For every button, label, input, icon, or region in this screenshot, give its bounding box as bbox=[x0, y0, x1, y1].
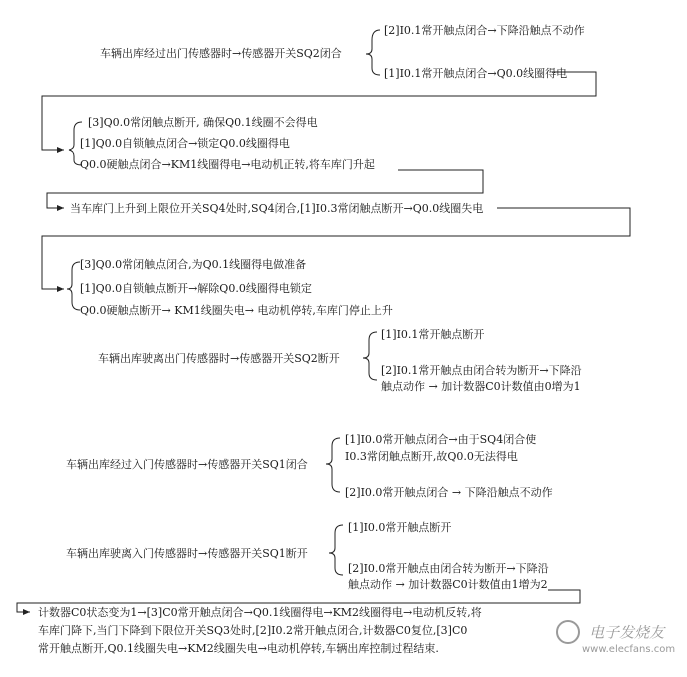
event-sq2-open: 车辆出库驶离出门传感器时→传感器开关SQ2断开 bbox=[98, 352, 340, 365]
event-sq1-close: 车辆出库经过入门传感器时→传感器开关SQ1闭合 bbox=[66, 458, 308, 471]
branch-2-i00-close: [2]I0.0常开触点闭合 → 下降沿触点不动作 bbox=[345, 486, 553, 499]
final-step-line-1: 计数器C0状态变为1→[3]C0常开触点闭合→Q0.1线圈得电→KM2线圈得电→电动机反转,将 bbox=[38, 606, 482, 619]
final-step-line-3: 常开触点断开,Q0.1线圈失电→KM2线圈失电→电动机停转,车辆出库控制过程结束. bbox=[38, 642, 439, 655]
step-q00-nc-close: [3]Q0.0常闭触点闭合,为Q0.1线圈得电做准备 bbox=[80, 258, 307, 271]
branch-2-i01-falling-edge: [2]I0.1常开触点由闭合转为断开→下降沿 bbox=[381, 364, 582, 377]
step-sq4-upper-limit: 当车库门上升到上限位开关SQ4处时,SQ4闭合,[1]I0.3常闭触点断开→Q0.0线圈失电 bbox=[70, 202, 484, 215]
branch-1-i03-open: I0.3常闭触点断开,故Q0.0无法得电 bbox=[345, 450, 518, 463]
brace-7 bbox=[329, 525, 343, 575]
step-q00-nc-open: [3]Q0.0常闭触点断开, 确保Q0.1线圈不会得电 bbox=[88, 116, 318, 129]
step-km1-motor-stop: Q0.0硬触点断开→ KM1线圈失电→ 电动机停转,车库门停止上升 bbox=[80, 304, 393, 317]
step-km1-motor-forward: Q0.0硬触点闭合→KM1线圈得电→电动机正转,将车库门升起 bbox=[80, 158, 375, 171]
branch-1-i01-close: [1]I0.1常开触点闭合→Q0.0线圈得电 bbox=[384, 67, 568, 80]
event-sq1-open: 车辆出库驶离入门传感器时→传感器开关SQ1断开 bbox=[66, 547, 308, 560]
connector-3-4 bbox=[42, 208, 630, 289]
branch-2-counter-c0-1: 触点动作 → 加计数器C0计数值由0增为1 bbox=[381, 380, 581, 393]
brace-5 bbox=[363, 332, 377, 380]
branch-1-i00-close: [1]I0.0常开触点闭合→由于SQ4闭合使 bbox=[345, 433, 537, 446]
brace-6 bbox=[326, 438, 340, 492]
watermark-logo-icon bbox=[556, 620, 580, 644]
branch-1-i01-open: [1]I0.1常开触点断开 bbox=[381, 328, 485, 341]
event-sq2-close: 车辆出库经过出门传感器时→传感器开关SQ2闭合 bbox=[100, 47, 342, 60]
final-step-line-2: 车库门降下,当门下降到下限位开关SQ3处时,[2]I0.2常开触点闭合,计数器C0复位,[3]C0 bbox=[38, 624, 468, 637]
branch-2-counter-c0-2: 触点动作 → 加计数器C0计数值由1增为2 bbox=[348, 578, 548, 591]
watermark-brand: 电子发烧友 bbox=[589, 623, 665, 642]
brace-1 bbox=[366, 30, 380, 75]
branch-1-i00-open: [1]I0.0常开触点断开 bbox=[348, 521, 452, 534]
step-q00-latch-close: [1]Q0.0自锁触点闭合→锁定Q0.0线圈得电 bbox=[80, 137, 290, 150]
brace-4 bbox=[67, 262, 80, 310]
watermark bbox=[556, 620, 675, 655]
branch-2-i01-close: [2]I0.1常开触点闭合→下降沿触点不动作 bbox=[384, 24, 585, 37]
watermark-url: www.elecfans.com bbox=[582, 644, 676, 655]
branch-2-i00-falling-edge: [2]I0.0常开触点由闭合转为断开→下降沿 bbox=[348, 562, 549, 575]
step-q00-latch-open: [1]Q0.0自锁触点断开→解除Q0.0线圈得电锁定 bbox=[80, 282, 312, 295]
